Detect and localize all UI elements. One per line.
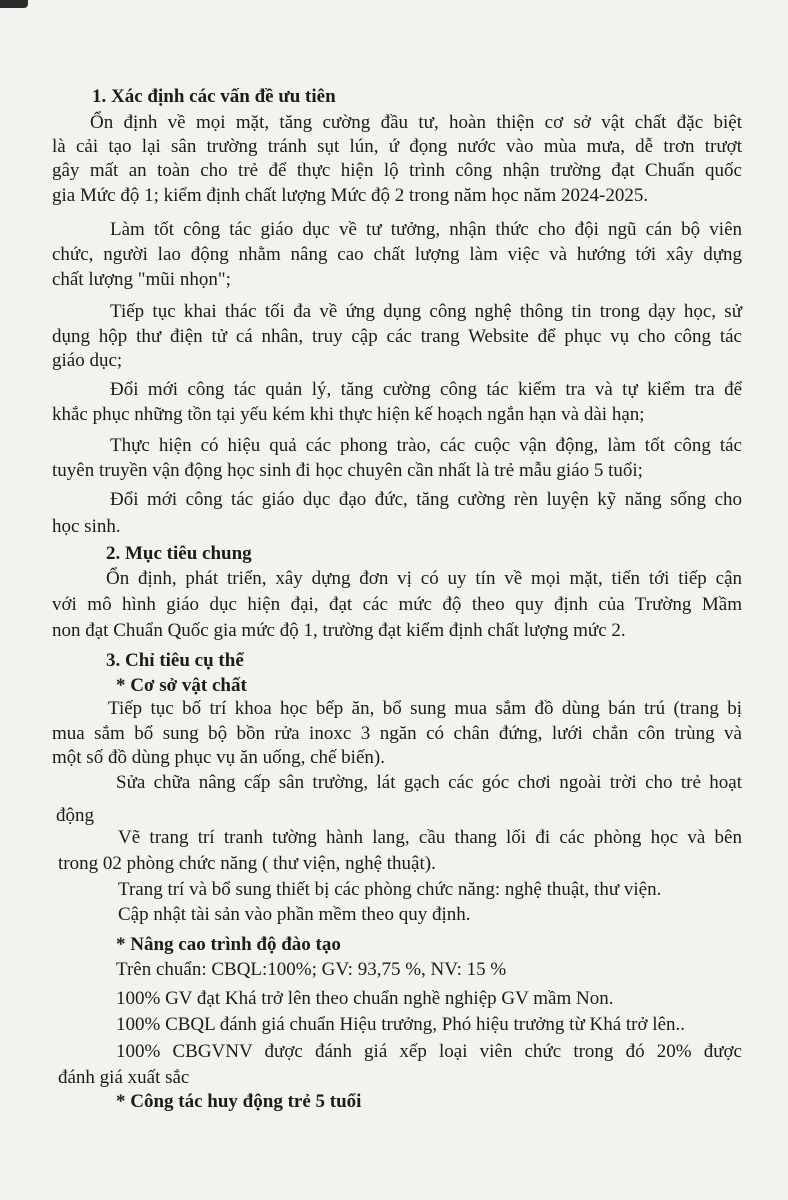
section-1-para-2-line-3: chất lượng "mũi nhọn"; [52, 269, 231, 290]
section-1-para-1-line-4: gia Mức độ 1; kiểm định chất lượng Mức độ 2 trong năm học năm 2024-2025. [52, 185, 649, 206]
training-subheading: * Nâng cao trình độ đào tạo [116, 934, 341, 955]
section-1-para-2-line-2: chức, người lao động nhằm nâng cao chất lượng làm việc và hướng tới xây dựng [52, 244, 742, 265]
facilities-para-1-line-1: Tiếp tục bố trí khoa học bếp ăn, bổ sung mua sắm đồ dùng bán trú (trang bị [108, 698, 742, 719]
section-1-para-3-line-3: giáo dục; [52, 350, 123, 371]
facilities-para-3-line-1: Vẽ trang trí tranh tường hành lang, cầu thang lối đi các phòng học và bên [118, 827, 742, 848]
training-para-1: Trên chuẩn: CBQL:100%; GV: 93,75 %, NV: 15 % [116, 959, 507, 980]
section-1-para-1-line-3: gây mất an toàn cho trẻ để thực hiện lộ trình công nhận trường đạt Chuẩn quốc [52, 160, 742, 181]
section-2-para-line-3: non đạt Chuẩn Quốc gia mức độ 1, trường đạt kiểm định chất lượng mức 2. [52, 620, 626, 641]
training-para-2: 100% GV đạt Khá trở lên theo chuẩn nghề nghiệp GV mầm Non. [116, 988, 614, 1009]
section-1-para-4-line-1: Đổi mới công tác quản lý, tăng cường công tác kiểm tra và tự kiểm tra để [110, 379, 742, 400]
facilities-para-4: Trang trí và bổ sung thiết bị các phòng chức năng: nghệ thuật, thư viện. [118, 879, 662, 900]
section-1-para-5-line-2: tuyên truyền vận động học sinh đi học chuyên cần nhất là trẻ mẫu giáo 5 tuổi; [52, 460, 643, 481]
section-1-para-6-line-1: Đổi mới công tác giáo dục đạo đức, tăng cường rèn luyện kỹ năng sống cho [110, 489, 742, 510]
facilities-para-2-line-1: Sửa chữa nâng cấp sân trường, lát gạch các góc chơi ngoài trời cho trẻ hoạt [116, 772, 742, 793]
mobilization-subheading: * Công tác huy động trẻ 5 tuổi [116, 1091, 362, 1112]
section-2-para-line-1: Ổn định, phát triển, xây dựng đơn vị có uy tín về mọi mặt, tiến tới tiếp cận [106, 568, 742, 589]
section-1-para-6-line-2: học sinh. [52, 516, 121, 537]
section-3-heading: 3. Chỉ tiêu cụ thể [106, 650, 244, 671]
facilities-para-3-line-2: trong 02 phòng chức năng ( thư viện, nghệ thuật). [58, 853, 436, 874]
training-para-4-line-2: đánh giá xuất sắc [58, 1067, 190, 1088]
training-para-3: 100% CBQL đánh giá chuẩn Hiệu trưởng, Phó hiệu trưởng từ Khá trở lên.. [116, 1014, 686, 1035]
facilities-para-5: Cập nhật tài sản vào phần mềm theo quy định. [118, 904, 471, 925]
section-2-para-line-2: với mô hình giáo dục hiện đại, đạt các mức độ theo quy định của Trường Mầm [52, 594, 742, 615]
section-1-para-5-line-1: Thực hiện có hiệu quả các phong trào, các cuộc vận động, làm tốt công tác [110, 435, 742, 456]
training-para-4-line-1: 100% CBGVNV được đánh giá xếp loại viên chức trong đó 20% được [116, 1041, 742, 1062]
section-1-para-4-line-2: khắc phục những tồn tại yếu kém khi thực hiện kế hoạch ngắn hạn và dài hạn; [52, 404, 645, 425]
section-1-para-3-line-1: Tiếp tục khai thác tối đa về ứng dụng công nghệ thông tin trong dạy học, sử [110, 301, 742, 322]
section-2-heading: 2. Mục tiêu chung [106, 543, 252, 564]
facilities-subheading: * Cơ sở vật chất [116, 675, 247, 696]
facilities-para-1-line-2: mua sắm bổ sung bộ bồn rửa inoxc 3 ngăn có chân đứng, lưới chắn côn trùng và [52, 723, 742, 744]
section-1-para-3-line-2: dụng hộp thư điện tử cá nhân, truy cập các trang Website để phục vụ cho công tác [52, 326, 742, 347]
section-1-para-1-line-1: Ổn định về mọi mặt, tăng cường đầu tư, hoàn thiện cơ sở vật chất đặc biệt [90, 112, 742, 133]
section-1-para-2-line-1: Làm tốt công tác giáo dục về tư tưởng, nhận thức cho đội ngũ cán bộ viên [110, 219, 742, 240]
facilities-para-2-line-2: động [56, 805, 94, 826]
facilities-para-1-line-3: một số đồ dùng phục vụ ăn uống, chế biến). [52, 747, 385, 768]
section-1-heading: 1. Xác định các vấn đề ưu tiên [92, 86, 336, 107]
section-1-para-1-line-2: là cải tạo lại sân trường tránh sụt lún, ứ đọng nước vào mùa mưa, dễ trơn trượt [52, 136, 742, 157]
